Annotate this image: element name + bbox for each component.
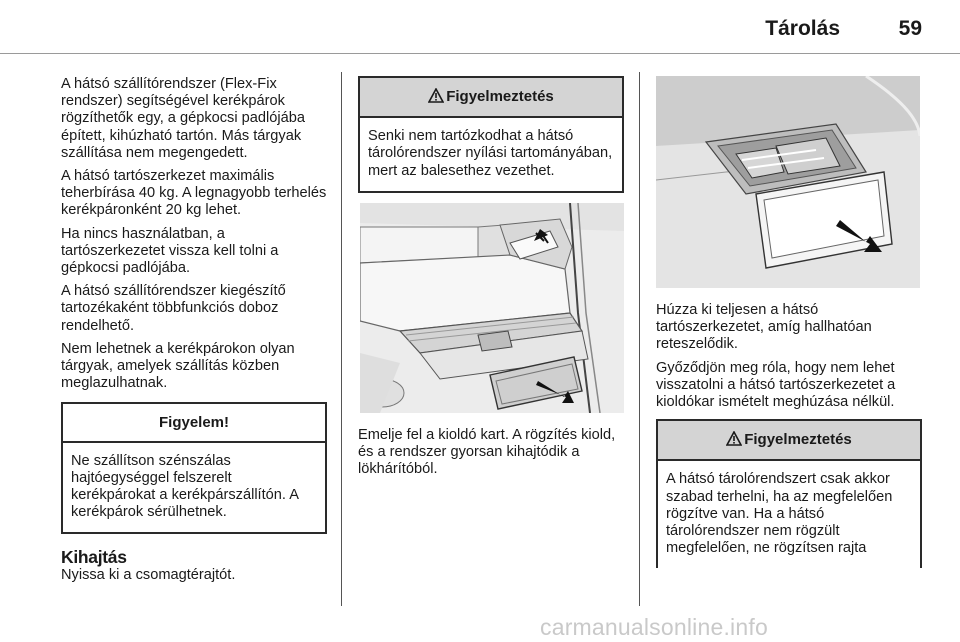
paragraph: Húzza ki teljesen a hátsó tartószerkezetet, amíg hallhatóan reteszelődik. xyxy=(656,302,872,353)
page-number: 59 xyxy=(898,17,922,40)
paragraph: Ha nincs használatban, a tartószerkezetet vissza kell tolni a gépkocsi padlójába. xyxy=(61,225,279,277)
section-title: Kihajtás xyxy=(61,547,127,568)
watermark: carmanualsonline.info xyxy=(540,614,768,640)
column-middle xyxy=(358,76,624,484)
warning-box xyxy=(358,76,624,193)
warning-header xyxy=(360,78,622,118)
notice-body: Ne szállítson szénszálas hajtóegységgel felszerelt kerékpárokat a kerékpárszállítón. A kerékpárok sérülhetnek. xyxy=(71,452,299,521)
warning-triangle-icon xyxy=(726,431,742,450)
page-title: Tárolás xyxy=(765,17,840,40)
figure-caption: Emelje fel a kioldó kart. A rögzítés kiold, és a rendszer gyorsan kihajtódik a lökhárítóból. xyxy=(358,426,616,478)
figure-trunk-release-lever xyxy=(360,203,624,413)
column-divider-2 xyxy=(639,72,640,606)
paragraph: A hátsó szállítórendszer kiegészítő tartozékaként többfunkciós doboz rendelhető. xyxy=(61,283,286,334)
paragraph: A hátsó tartószerkezet maximális teherbírása 40 kg. A legnagyobb terhelés kerékpáronként 20 kg lehet. xyxy=(61,168,327,219)
section-text: Nyissa ki a csomagtérajtót. xyxy=(61,567,236,584)
paragraph: A hátsó szállítórendszer (Flex-Fix rendszer) segítségével kerékpárok rögzíthetők egy, a gépkocsi padlójába épített, kihúzható tartón. Más tárgyak szállítása nem megengedett. xyxy=(61,76,305,161)
notice-title: Figyelem! xyxy=(63,404,325,442)
notice-box xyxy=(61,402,327,534)
column-right xyxy=(656,76,922,568)
column-divider-1 xyxy=(341,72,342,606)
column-left xyxy=(61,76,327,591)
warning-body: Senki nem tartózkodhat a hátsó tárolórendszer nyílási tartományában, mert az balesethez vezethet. xyxy=(368,128,613,179)
warning-triangle-icon xyxy=(428,88,444,107)
warning-title: Figyelmeztetés xyxy=(446,88,554,105)
paragraph: Győződjön meg róla, hogy nem lehet visszatolni a hátsó tartószerkezetet a kioldókar ismételt meghúzása nélkül. xyxy=(656,359,896,411)
figure-pull-out-carrier xyxy=(656,76,920,288)
header-rule xyxy=(0,53,960,54)
warning-box xyxy=(656,419,922,568)
paragraph: Nem lehetnek a kerékpárokon olyan tárgyak, amelyek szállítás közben meglazulhatnak. xyxy=(61,340,295,392)
warning-title: Figyelmeztetés xyxy=(744,431,852,449)
warning-header xyxy=(658,421,920,461)
page-header xyxy=(0,0,960,56)
warning-body: A hátsó tárolórendszert csak akkor szabad terhelni, ha az megfelelően rögzítve van. Ha a hátsó tárolórendszer nem rögzült megfelelően, ne rögzítsen rajta xyxy=(666,471,893,557)
